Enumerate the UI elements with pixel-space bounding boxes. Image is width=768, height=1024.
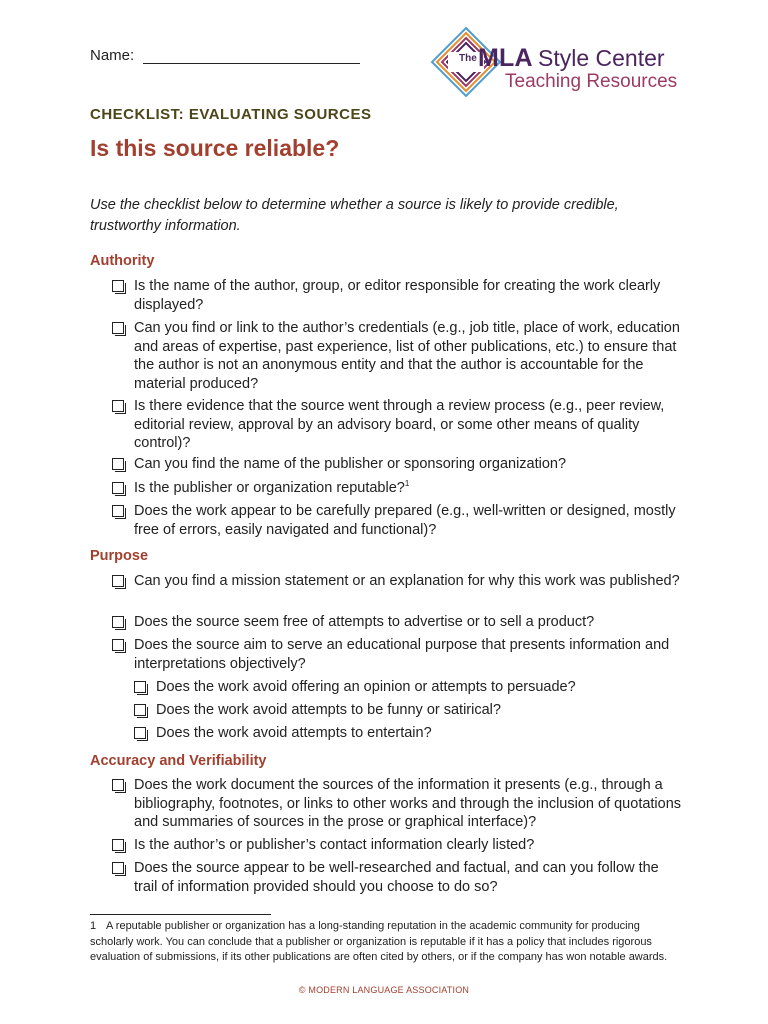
checkbox-icon (112, 322, 124, 334)
checklist-item-text-main: Is the publisher or organization reputable? (134, 480, 405, 496)
checklist-item (112, 397, 682, 453)
checklist-item (112, 859, 682, 896)
checklist-item (112, 479, 682, 498)
checkbox-icon (112, 779, 124, 791)
checklist-item (112, 277, 682, 314)
checklist-item (112, 776, 682, 832)
checkbox-icon (112, 400, 124, 412)
checklist-item-text: Does the source aim to serve an educational purpose that presents information and interpretations objectively? (134, 637, 670, 672)
checkbox-icon (112, 839, 124, 851)
logo-style-center-text: Style Center (538, 45, 665, 71)
checklist-item-text: Is the author’s or publisher’s contact information clearly listed? (134, 837, 535, 853)
logo-teaching-resources-text: Teaching Resources (505, 71, 678, 92)
checklist-item (112, 455, 682, 474)
name-label: Name: (90, 47, 135, 64)
checklist-item (112, 319, 682, 393)
checklist-subitem (134, 701, 682, 720)
mla-style-center-logo (430, 26, 690, 98)
footnote-text: A reputable publisher or organization has a long-standing reputation in the academic community for producing scholarly work. You can conclude that a publisher or organization is reputable if it has a policy that includes rigorous evaluation of submissions, if its other publications are often cited by others, or if the company has won notable awards. (90, 920, 668, 963)
checklist-item-text: Does the source seem free of attempts to advertise or to sell a product? (134, 614, 595, 630)
checkbox-icon (134, 727, 146, 739)
checkbox-icon (134, 681, 146, 693)
checkbox-icon (112, 280, 124, 292)
checklist-subitem (134, 678, 682, 697)
checklist-subitem (134, 724, 682, 743)
checklist-item (112, 572, 682, 591)
checkbox-icon (112, 639, 124, 651)
checklist-item-text: Can you find or link to the author’s credentials (e.g., job title, place of work, education and areas of expertise, past experience, list of other publications, etc.) to ensure that the author is not an anonymous entity and that the author is accountable for the material produced? (134, 320, 680, 392)
section-heading-authority: Authority (90, 253, 155, 269)
checklist-item-text: Is the name of the author, group, or editor responsible for creating the work clearly displayed? (134, 278, 661, 313)
checklist-item-text (134, 479, 682, 498)
section-heading-accuracy: Accuracy and Verifiability (90, 753, 267, 769)
checkbox-icon (112, 616, 124, 628)
footnote-mark: 1 (90, 920, 97, 932)
copyright-footer: © MODERN LANGUAGE ASSOCIATION (298, 985, 470, 995)
footnote-divider (90, 914, 271, 915)
checkbox-icon (112, 505, 124, 517)
checkbox-icon (112, 862, 124, 874)
checklist-item (112, 613, 682, 632)
logo-mla-text: MLA (478, 44, 533, 72)
checklist-item-text: Can you find the name of the publisher or sponsoring organization? (134, 456, 567, 472)
checklist-item-text: Is there evidence that the source went through a review process (e.g., peer review, editorial review, approval by an advisory board, or some other means of quality control)? (134, 398, 665, 451)
footnote-reference: 1 (404, 479, 410, 489)
checklist-item-text: Can you find a mission statement or an explanation for why this work was published? (134, 573, 680, 589)
checklist-item (112, 502, 682, 539)
checklist-item-text: Does the work avoid attempts to be funny or satirical? (156, 702, 501, 718)
checkbox-icon (112, 482, 124, 494)
checklist-kicker: CHECKLIST: EVALUATING SOURCES (90, 106, 372, 123)
checklist-item-text: Does the source appear to be well-researched and factual, and can you follow the trail of information provided should you choose to do so? (134, 860, 659, 895)
checklist-item (112, 636, 682, 673)
name-blank-line (143, 49, 360, 64)
intro-paragraph: Use the checklist below to determine whether a source is likely to provide credible, trustworthy information. (90, 197, 619, 234)
checklist-item-text: Does the work avoid offering an opinion or attempts to persuade? (156, 679, 576, 695)
checklist-item-text: Does the work document the sources of the information it presents (e.g., through a bibliography, footnotes, or links to other works and through the inclusion of quotations and summaries of sources in the prose or graphical interface)? (134, 777, 682, 830)
checkbox-icon (112, 458, 124, 470)
page-title: Is this source reliable? (90, 135, 340, 161)
checklist-item-text: Does the work appear to be carefully prepared (e.g., well-written or designed, mostly free of errors, easily navigated and functional)? (134, 503, 676, 538)
checklist-item (112, 836, 682, 855)
footnote (90, 919, 680, 966)
name-field-row (90, 47, 360, 64)
checklist-item-text: Does the work avoid attempts to entertain? (156, 725, 432, 741)
checkbox-icon (134, 704, 146, 716)
checkbox-icon (112, 575, 124, 587)
section-heading-purpose: Purpose (90, 548, 149, 564)
logo-the-text: The (459, 53, 477, 64)
